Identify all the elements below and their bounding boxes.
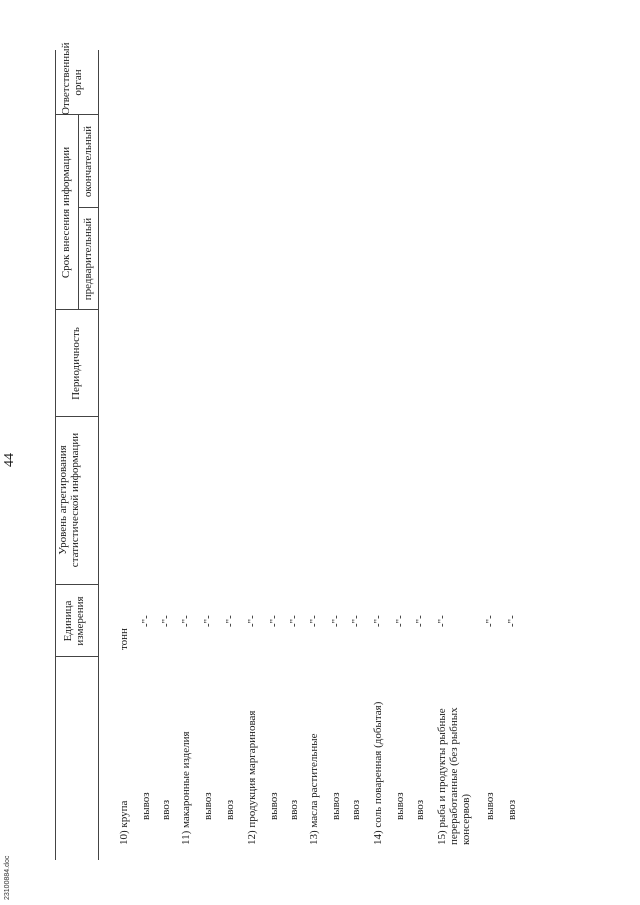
row-unit: -"- — [288, 615, 300, 627]
row-name: ввоз — [224, 799, 236, 820]
header-responsible: Ответственный орган — [60, 42, 84, 115]
header-deadline: Срок внесения информации — [60, 146, 72, 279]
header-preliminary: предварительный — [82, 217, 94, 301]
row-unit: -"- — [180, 615, 192, 627]
deadline-subheader-border — [78, 115, 79, 310]
row-unit: -"- — [350, 615, 362, 627]
row-name: 12) продукция маргариновая — [246, 710, 258, 845]
table-top-border — [55, 50, 56, 860]
row-unit: -"- — [308, 615, 320, 627]
row-name: вывоз — [394, 792, 406, 820]
row-unit: тонн — [118, 628, 130, 650]
row-name: ввоз — [506, 799, 518, 820]
row-unit: -"- — [414, 615, 426, 627]
row-name: ввоз — [414, 799, 426, 820]
footer-filename: 23100884.doc — [4, 855, 11, 900]
row-unit: -"- — [436, 615, 448, 627]
row-name: 14) соль поваренная (добытая) — [372, 701, 384, 845]
row-unit: -"- — [140, 615, 152, 627]
row-name: ввоз — [350, 799, 362, 820]
row-name: 10) крупа — [118, 800, 130, 845]
header-unit: Единица измерения — [62, 596, 86, 646]
row-name: вывоз — [202, 792, 214, 820]
row-unit: -"- — [246, 615, 258, 627]
row-unit: -"- — [506, 615, 518, 627]
header-aggregation: Уровень агрегирования статистической информации — [57, 432, 81, 568]
row-name: вывоз — [330, 792, 342, 820]
row-unit: -"- — [372, 615, 384, 627]
row-name: 11) макаронные изделия — [180, 731, 192, 845]
row-name: вывоз — [140, 792, 152, 820]
row-unit: -"- — [268, 615, 280, 627]
row-unit: -"- — [160, 615, 172, 627]
row-name: ввоз — [160, 799, 172, 820]
row-unit: -"- — [484, 615, 496, 627]
header-bottom-border — [98, 50, 99, 860]
header-final: окончательный — [82, 125, 94, 198]
row-unit: -"- — [330, 615, 342, 627]
row-name: ввоз — [288, 799, 300, 820]
row-unit: -"- — [224, 615, 236, 627]
row-name: вывоз — [484, 792, 496, 820]
row-name: 15) рыба и продукты рыбные переработанные (без рыбных консервов) — [436, 707, 472, 845]
row-unit: -"- — [394, 615, 406, 627]
page-number: 44 — [2, 453, 17, 467]
row-unit: -"- — [202, 615, 214, 627]
header-periodicity: Периодичность — [70, 327, 82, 400]
row-name: вывоз — [268, 792, 280, 820]
row-name: 13) масла растительные — [308, 733, 320, 845]
